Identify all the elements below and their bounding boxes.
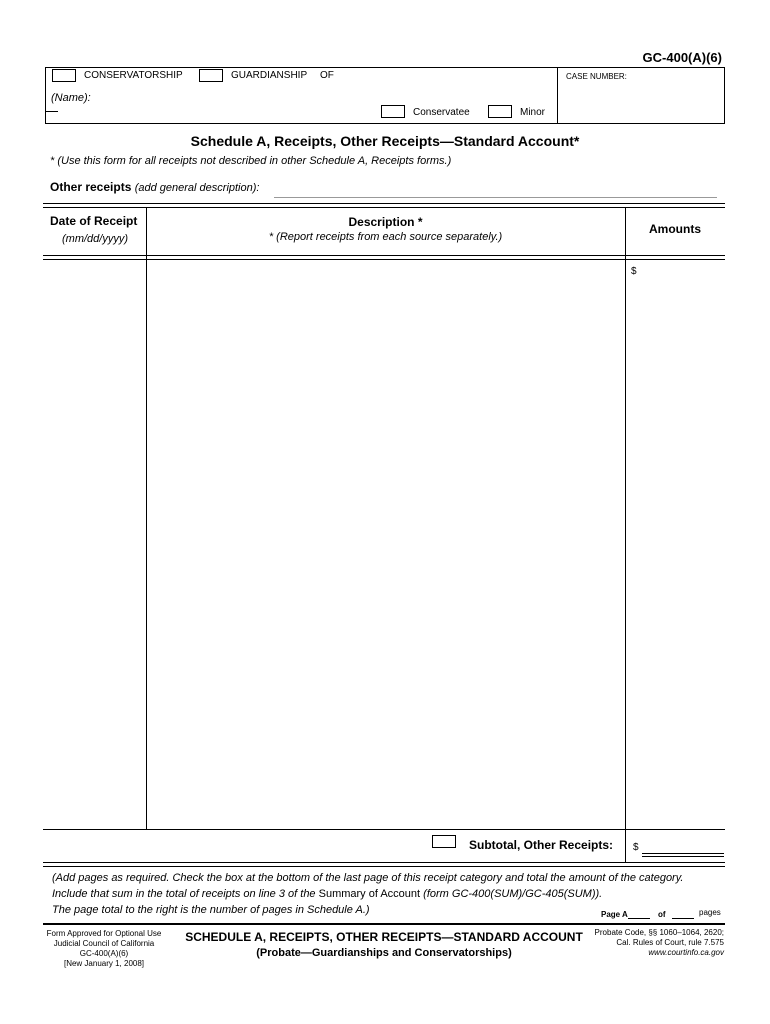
other-receipts-label: Other receipts (50, 180, 132, 194)
amount-column-divider (625, 207, 626, 862)
minor-label: Minor (520, 107, 546, 118)
date-subheader: (mm/dd/yyyy) (62, 233, 128, 245)
footer-left-line-1: Form Approved for Optional Use (46, 929, 162, 938)
form-number: GC-400(A)(6) (642, 50, 722, 65)
subtotal-underline-2 (642, 856, 724, 857)
subtotal-bottom-border-2 (43, 866, 725, 867)
page-label: Page A (601, 910, 628, 919)
pages-label: pages (699, 908, 721, 917)
date-entry-area[interactable] (44, 262, 145, 828)
conservatee-checkbox[interactable] (381, 105, 405, 118)
footer-left-block (45, 929, 163, 969)
description-header: Description * (348, 215, 423, 229)
amount-entry-area[interactable] (642, 262, 724, 828)
notes-line-3: The page total to the right is the number of pages in Schedule A.) (52, 904, 370, 916)
total-pages-input[interactable] (672, 918, 694, 919)
other-receipts-input[interactable] (274, 197, 717, 198)
conservatorship-checkbox[interactable] (52, 69, 76, 82)
other-receipts-hint: (add general description): (134, 182, 260, 194)
notes-line-1: (Add pages as required. Check the box at the bottom of the last page of this receipt category and total the amount of the category. (52, 872, 684, 884)
name-tick (46, 111, 58, 112)
page-of-label: of (658, 910, 666, 919)
date-column-divider (146, 207, 147, 829)
header-bottom-border-1 (43, 255, 725, 256)
caption-right-border (724, 67, 725, 123)
footer-title: SCHEDULE A, RECEIPTS, OTHER RECEIPTS—STANDARD ACCOUNT (185, 930, 583, 944)
footer-right-block (590, 928, 724, 958)
subtotal-top-border (43, 829, 725, 830)
description-entry-area[interactable] (148, 262, 624, 828)
instruction-text: * (Use this form for all receipts not described in other Schedule A, Receipts forms.) (50, 155, 452, 167)
notes-line-2a: Include that sum in the total of receipts on line 3 of the (52, 888, 319, 900)
schedule-title: Schedule A, Receipts, Other Receipts—Standard Account* (190, 133, 580, 149)
notes-line-2 (52, 888, 732, 900)
subtotal-input[interactable] (642, 853, 724, 854)
name-label: (Name): (51, 92, 91, 104)
caption-bottom-border (45, 123, 725, 124)
footer-top-border (43, 923, 725, 925)
footer-left-line-4: [New January 1, 2008] (63, 959, 145, 968)
amounts-header: Amounts (649, 222, 701, 236)
footer-website-link[interactable]: www.courtinfo.ca.gov (648, 948, 724, 957)
table-top-border-1 (43, 203, 725, 204)
footer-right-line-2: Cal. Rules of Court, rule 7.575 (616, 938, 724, 947)
conservatee-label: Conservatee (413, 107, 470, 118)
minor-checkbox[interactable] (488, 105, 512, 118)
of-label: OF (320, 70, 334, 81)
subtotal-label: Subtotal, Other Receipts: (469, 838, 614, 852)
subtotal-dollar-sign: $ (633, 842, 639, 853)
notes-line-2b: Summary of Account (318, 888, 421, 900)
caption-left-border (45, 67, 46, 123)
footer-right-line-1: Probate Code, §§ 1060–1064, 2620; (594, 928, 724, 937)
subtotal-bottom-border-1 (43, 862, 725, 863)
footer-left-line-2: Judicial Council of California (53, 939, 155, 948)
header-bottom-border-2 (43, 259, 725, 260)
last-page-checkbox[interactable] (432, 835, 456, 848)
conservatorship-label: CONSERVATORSHIP (84, 70, 183, 81)
amount-dollar-sign: $ (631, 266, 637, 277)
date-header: Date of Receipt (50, 214, 138, 228)
caption-top-border (45, 67, 724, 68)
footer-left-line-3: GC-400(A)(6) (79, 949, 129, 958)
case-number-label: CASE NUMBER: (566, 72, 627, 81)
page-number-input[interactable] (628, 918, 650, 919)
guardianship-checkbox[interactable] (199, 69, 223, 82)
description-subheader: * (Report receipts from each source separately.) (268, 231, 503, 243)
notes-line-2c: (form GC-400(SUM)/GC-405(SUM)). (420, 888, 603, 900)
caption-divider (557, 67, 558, 123)
footer-subtitle: (Probate—Guardianships and Conservatorships) (256, 947, 512, 959)
guardianship-label: GUARDIANSHIP (231, 70, 308, 81)
